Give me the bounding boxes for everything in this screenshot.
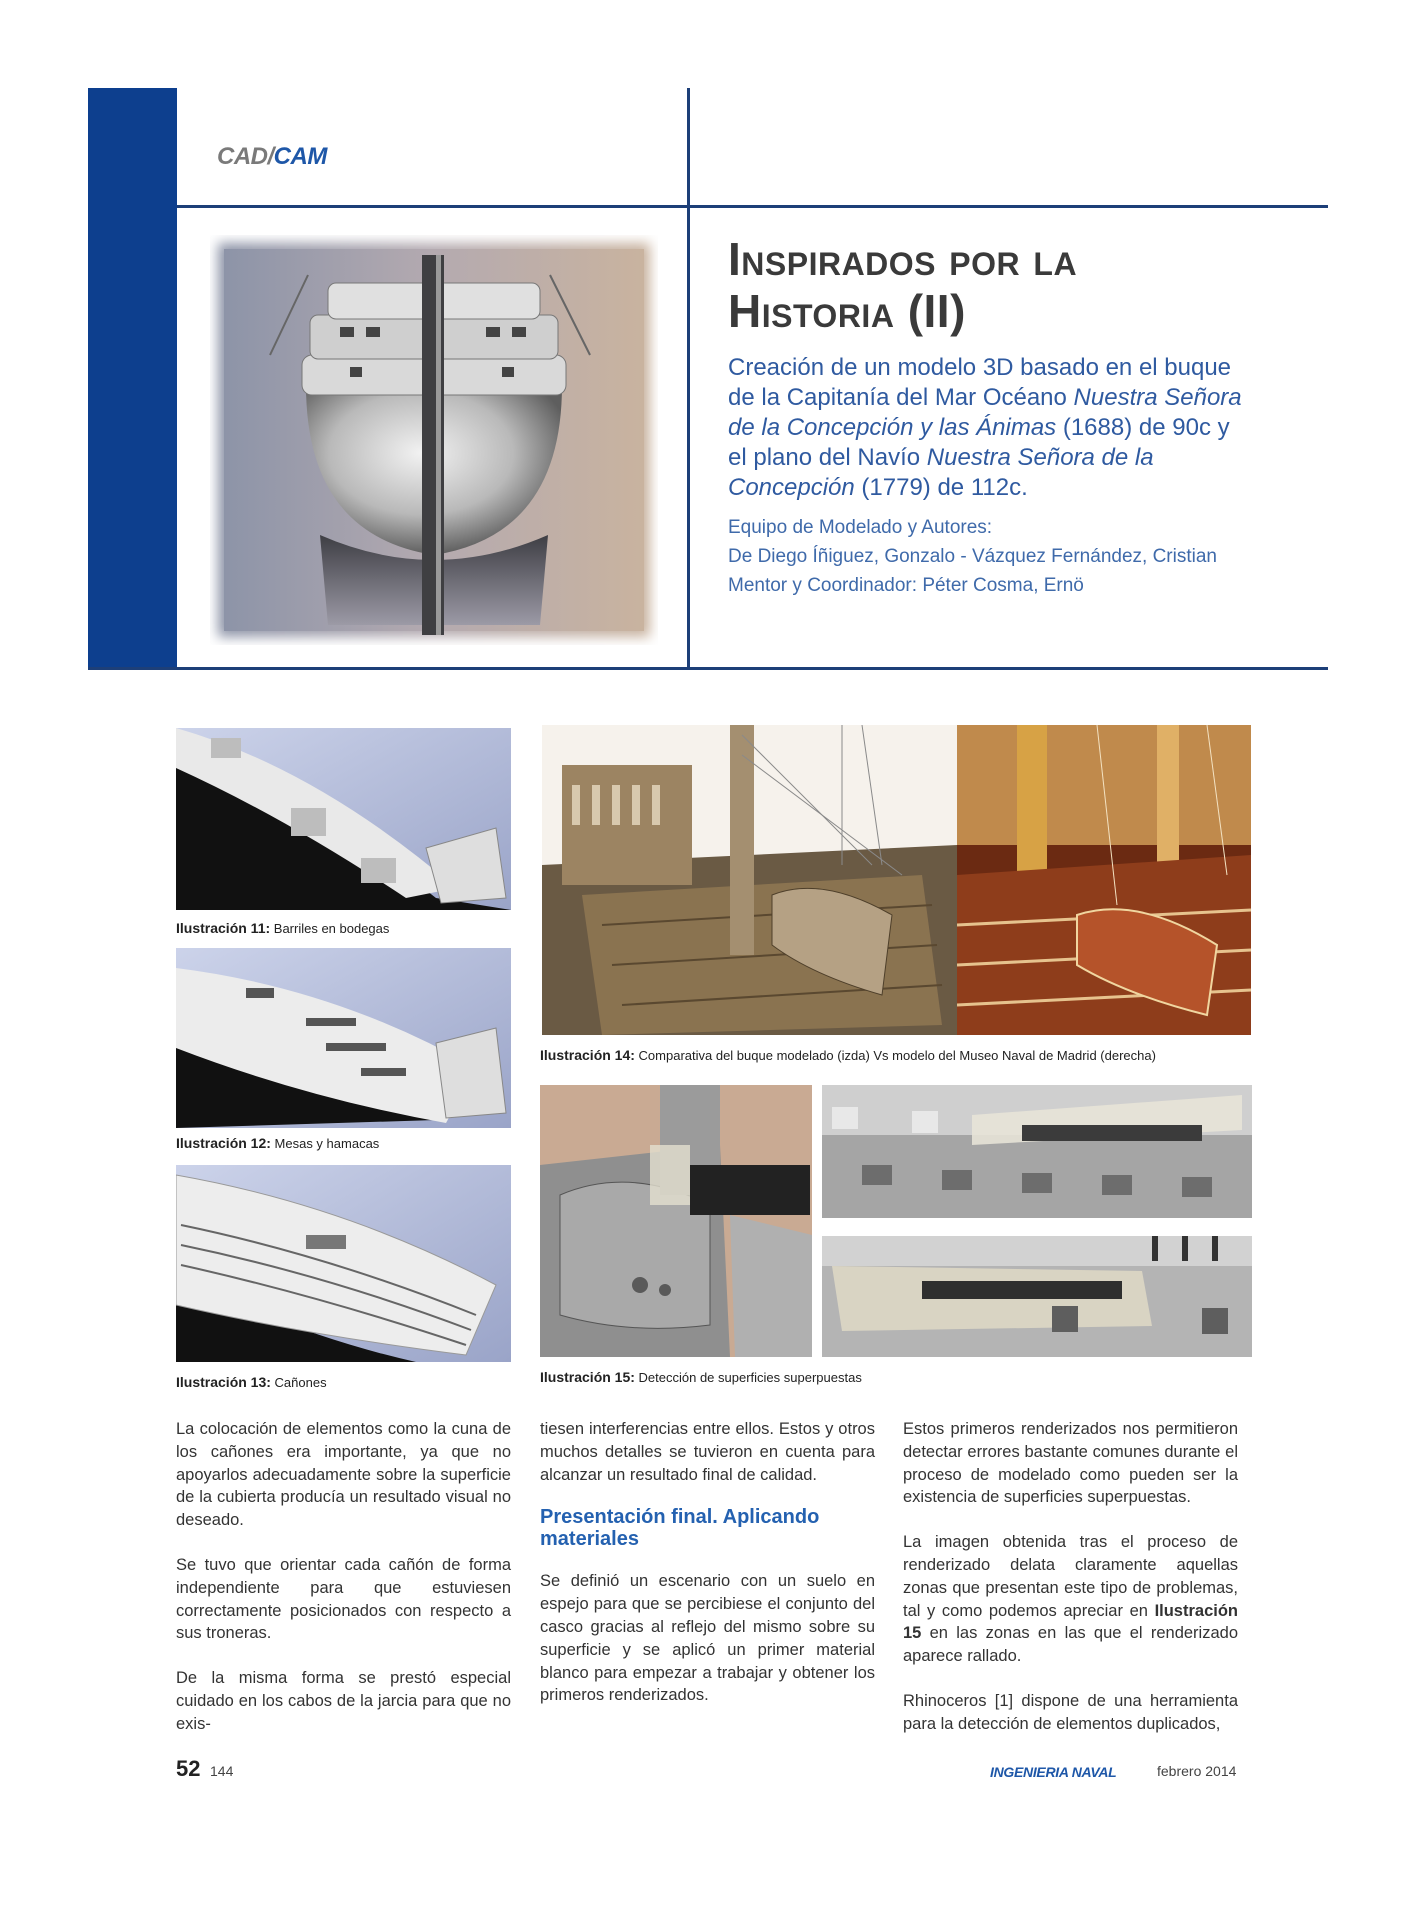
page-number: 52 <box>176 1756 201 1781</box>
article-subtitle <box>728 353 1248 503</box>
caption-ill12-text: Mesas y hamacas <box>270 1136 380 1151</box>
issue-date: febrero 2014 <box>1157 1763 1237 1779</box>
page-number-alt: 144 <box>210 1763 234 1779</box>
caption-ill14-label: Ilustración 14: <box>540 1047 635 1063</box>
caption-ill12 <box>176 1135 379 1151</box>
section-tag-cad: CAD/ <box>217 143 274 170</box>
ill14-model-image <box>542 725 957 1035</box>
col3-paragraph-1: Estos primeros renderizados nos permitieron detectar errores bastante comunes durante el proceso de modelado como pueden ser la existencia de superficies superpuestas. <box>903 1420 1238 1507</box>
title-line-2: Historia (II) <box>728 285 966 337</box>
col3-paragraph-2-c: en las zonas en las que el renderizado aparece rallado. <box>903 1624 1238 1666</box>
article-title <box>728 233 1288 337</box>
ill15-gunport-image <box>822 1236 1252 1357</box>
credits-mentor: Mentor y Coordinador: Péter Cosma, Ernö <box>728 575 1084 596</box>
body-column-3 <box>903 1418 1238 1736</box>
sidebar-accent-bar <box>88 88 177 670</box>
ill15-stern-image <box>540 1085 812 1357</box>
col2-paragraph-2: Se definió un escenario con un suelo en espejo para que se percibiese el conjunto del casco gracias al reflejo del mismo sobre su superficie y se aplicó un primer material blanco para empezar a trabajar y obtener los primeros renderizados. <box>540 1572 875 1705</box>
caption-ill12-label: Ilustración 12: <box>176 1135 271 1151</box>
caption-ill11-text: Barriles en bodegas <box>270 921 390 936</box>
magazine-name: INGENIERIA NAVAL <box>990 1764 1117 1780</box>
col3-paragraph-2 <box>903 1531 1238 1668</box>
caption-ill15-text: Detección de superficies superpuestas <box>634 1370 862 1385</box>
caption-ill15-label: Ilustración 15: <box>540 1369 635 1385</box>
ill15-deck-image <box>822 1085 1252 1218</box>
body-column-1 <box>176 1418 511 1736</box>
header-divider-top <box>177 205 1328 208</box>
caption-ill13 <box>176 1374 327 1390</box>
ill11-image <box>176 728 511 910</box>
caption-ill15 <box>540 1369 862 1385</box>
credits-authors: De Diego Íñiguez, Gonzalo - Vázquez Fernández, Cristian <box>728 546 1217 567</box>
figure-reference: Ilustración 15 <box>903 1601 1238 1643</box>
title-line-1: Inspirados por la <box>728 233 1078 285</box>
header-divider-bottom <box>88 667 1328 670</box>
col1-paragraph-3: De la misma forma se prestó especial cuidado en los cabos de la jarcia para que no exis- <box>176 1669 511 1733</box>
col1-paragraph-2: Se tuvo que orientar cada cañón de forma independiente para que estuviesen correctamente posicionados con respecto a sus troneras. <box>176 1555 511 1643</box>
ill14-museum-image <box>957 725 1251 1035</box>
subtitle-ship-2: Nuestra Señora de la Concepción <box>728 444 1154 501</box>
col2-paragraph-1: tiesen interferencias entre ellos. Estos y otros muchos detalles se tuvieron en cuenta para alcanzar un resultado final de calidad. <box>540 1420 875 1484</box>
ill13-image <box>176 1165 511 1362</box>
section-tag-cam: CAM <box>273 143 327 170</box>
subtitle-ship-1: Nuestra Señora de la Concepción y las Ánimas <box>728 384 1242 441</box>
caption-ill13-label: Ilustración 13: <box>176 1374 271 1390</box>
header-divider-vertical <box>687 88 690 670</box>
subtitle-text-2: (1688) de 90c y el plano del Navío <box>728 414 1230 471</box>
caption-ill14-text: Comparativa del buque modelado (izda) Vs modelo del Museo Naval de Madrid (derecha) <box>634 1048 1156 1063</box>
subtitle-text-1: Creación de un modelo 3D basado en el buque de la Capitanía del Mar Océano <box>728 354 1232 411</box>
ill12-image <box>176 948 511 1128</box>
caption-ill14 <box>540 1047 1156 1063</box>
caption-ill11-label: Ilustración 11: <box>176 920 271 936</box>
subtitle-text-3: (1779) de 112c. <box>854 474 1028 501</box>
section-heading: Presentación final. Aplicando materiales <box>540 1506 820 1551</box>
body-column-2 <box>540 1418 875 1707</box>
hero-ship-image <box>210 235 658 645</box>
col3-paragraph-3: Rhinoceros [1] dispone de una herramienta para la detección de elementos duplicados, <box>903 1691 1238 1733</box>
col1-paragraph-1: La colocación de elementos como la cuna de los cañones era importante, ya que no apoyarlos adecuadamente sobre la superficie de la cubierta producía un resultado visual no deseado. <box>176 1420 511 1530</box>
caption-ill13-text: Cañones <box>270 1375 327 1390</box>
section-tag <box>217 143 327 171</box>
credits-heading: Equipo de Modelado y Autores: <box>728 517 993 538</box>
caption-ill11 <box>176 920 389 936</box>
col3-paragraph-2-a: La imagen obtenida tras el proceso de renderizado delata claramente aquellas zonas que presentan este tipo de problemas, tal y como podemos apreciar en <box>903 1533 1238 1620</box>
